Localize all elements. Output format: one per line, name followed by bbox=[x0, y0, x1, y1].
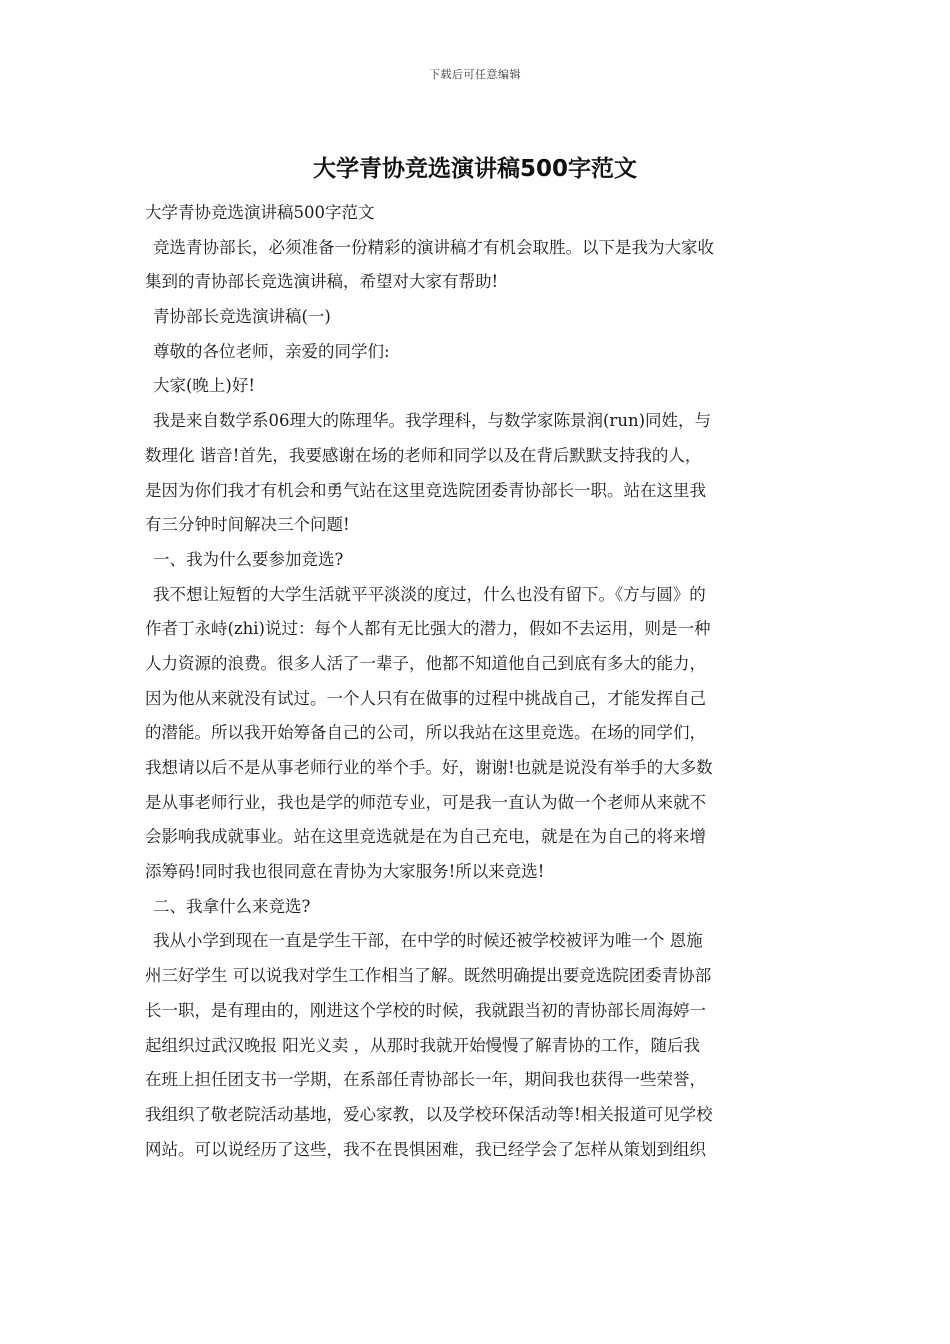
paragraph-line: 集到的青协部长竞选演讲稿，希望对大家有帮助! bbox=[145, 272, 499, 292]
document-body bbox=[145, 196, 809, 1167]
paragraph-line: 是因为你们我才有机会和勇气站在这里竞选院团委青协部长一职。站在这里我 bbox=[145, 480, 706, 500]
section-heading: 青协部长竞选演讲稿(一) bbox=[153, 307, 331, 327]
paragraph-line: 会影响我成就事业。站在这里竞选就是在为自己充电，就是在为自己的将来增 bbox=[145, 827, 706, 847]
subtitle-line: 大学青协竞选演讲稿500字范文 bbox=[145, 203, 375, 222]
paragraph-line: 我是来自数学系06理大的陈理华。我学理科，与数学家陈景润(run)同姓，与 bbox=[153, 411, 712, 431]
section-heading: 一、我为什么要参加竞选? bbox=[153, 549, 344, 569]
paragraph-line: 人力资源的浪费。很多人活了一辈子，他都不知道他自己到底有多大的能力， bbox=[145, 653, 706, 673]
paragraph-line: 我想请以后不是从事老师行业的举个手。好，谢谢!也就是说没有举手的大多数 bbox=[145, 758, 713, 777]
paragraph-line: 大家(晚上)好! bbox=[153, 376, 256, 396]
document-title: 大学青协竞选演讲稿500字范文 bbox=[312, 156, 637, 182]
page-header-note: 下载后可任意编辑 bbox=[429, 68, 521, 81]
paragraph-line: 作者丁永峙(zhi)说过：每个人都有无比强大的潜力，假如不去运用，则是一种 bbox=[145, 619, 711, 639]
paragraph-line: 有三分钟时间解决三个问题! bbox=[145, 515, 350, 535]
paragraph-line: 我从小学到现在一直是学生干部，在中学的时候还被学校被评为唯一个 恩施 bbox=[153, 931, 703, 951]
section-heading: 二、我拿什么来竞选? bbox=[153, 896, 311, 916]
paragraph-line: 网站。可以说经历了这些，我不在畏惧困难，我已经学会了怎样从策划到组织 bbox=[145, 1139, 706, 1159]
paragraph-line: 因为他从来就没有试过。一个人只有在做事的过程中挑战自己，才能发挥自己 bbox=[145, 688, 706, 708]
paragraph-line: 添筹码!同时我也很同意在青协为大家服务!所以来竞选! bbox=[145, 862, 545, 882]
paragraph-line: 长一职，是有理由的，刚进这个学校的时候，我就跟当初的青协部长周海婷一 bbox=[145, 1000, 706, 1020]
paragraph-line: 尊敬的各位老师，亲爱的同学们: bbox=[153, 341, 390, 361]
paragraph-line: 是从事老师行业，我也是学的师范专业，可是我一直认为做一个老师从来就不 bbox=[145, 792, 706, 812]
paragraph-line: 数理化 谐音!首先，我要感谢在场的老师和同学以及在背后默默支持我的人， bbox=[145, 445, 702, 465]
paragraph-line: 在班上担任团支书一学期，在系部任青协部长一年，期间我也获得一些荣誉， bbox=[145, 1070, 706, 1090]
paragraph-line: 我组织了敬老院活动基地，爱心家教，以及学校环保活动等!相关报道可见学校 bbox=[145, 1104, 713, 1124]
paragraph-line: 我不想让短暂的大学生活就平平淡淡的度过，什么也没有留下。《方与圆》的 bbox=[153, 584, 706, 604]
paragraph-line: 州三好学生 可以说我对学生工作相当了解。既然明确提出要竞选院团委青协部 bbox=[145, 966, 712, 986]
paragraph-line: 起组织过武汉晚报 阳光义卖 ，从那时我就开始慢慢了解青协的工作，随后我 bbox=[145, 1035, 700, 1055]
paragraph-line: 的潜能。所以我开始筹备自己的公司，所以我站在这里竞选。在场的同学们， bbox=[145, 723, 706, 743]
paragraph-line: 竞选青协部长，必须准备一份精彩的演讲稿才有机会取胜。以下是我为大家收 bbox=[153, 237, 714, 257]
